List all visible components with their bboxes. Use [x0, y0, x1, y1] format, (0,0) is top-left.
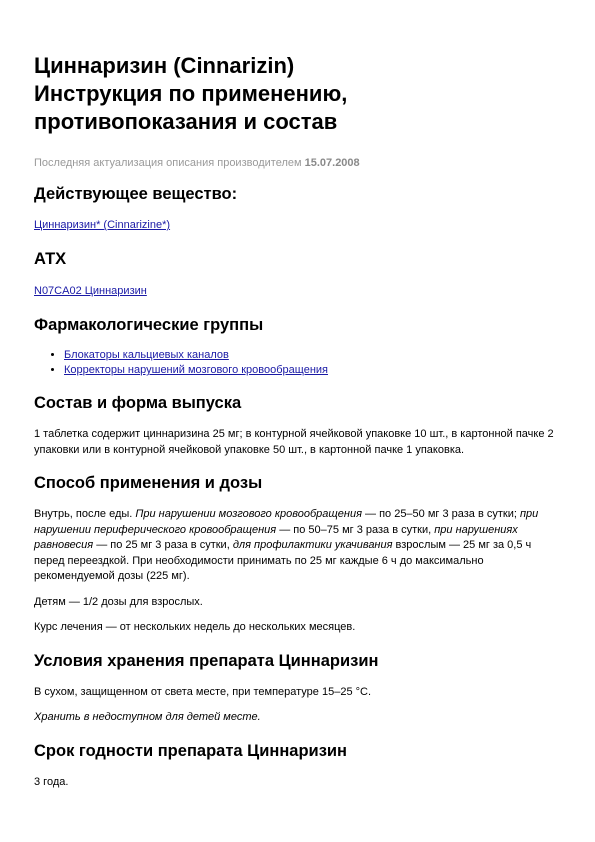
dosage-heading: Способ применения и дозы [34, 474, 263, 492]
storage-note [34, 710, 561, 726]
dosage-paragraph-1 [34, 507, 561, 585]
pharm-group-link-2[interactable]: Корректоры нарушений мозгового кровообращения [64, 364, 329, 376]
pharm-groups-list [34, 348, 561, 378]
active-substance-heading: Действующее вещество: [34, 185, 238, 203]
dosage-italic-4: для профилактики укачивания [232, 539, 393, 551]
title-line-1: Циннаризин (Cinnarizin) [34, 53, 295, 78]
composition-text: 1 таблетка содержит циннаризина 25 мг; в контурной ячейковой упаковке 10 шт., в картонной пачке 2 упаковки или в контурной ячейковой упаковке 50 шт., в картонной пачке 1 упаковка. [34, 428, 554, 456]
list-item [64, 363, 561, 378]
dosage-paragraph-2: Детям — 1/2 дозы для взрослых. [34, 595, 203, 608]
atx-heading: АТХ [34, 249, 67, 268]
dosage-text-5: взрослым — 25 мг за 0,5 ч перед переездкой. При необходимости принимать по 25 мг каждые 6 ч до максимально рекомендуемой дозы (225 мг). [34, 539, 532, 582]
shelf-life-text: 3 года. [34, 775, 69, 788]
active-substance-link[interactable]: Циннаризин* (Cinnarizine*) [34, 219, 171, 231]
update-note [34, 157, 561, 169]
storage-note-italic: Хранить в недоступном для детей месте. [34, 711, 261, 723]
title-line-2: Инструкция по применению, [34, 81, 348, 106]
page-title [34, 52, 561, 136]
pharm-groups-heading: Фармакологические группы [34, 316, 264, 334]
update-label: Последняя актуализация описания производителем [34, 157, 302, 169]
shelf-life-heading: Срок годности препарата Циннаризин [34, 741, 348, 760]
active-substance-para [34, 218, 561, 234]
dosage-text-3: — по 50–75 мг 3 раза в сутки, [276, 523, 435, 536]
dosage-text-2: — по 25–50 мг 3 раза в сутки; [361, 508, 520, 520]
dosage-text-4: — по 25 мг 3 раза в сутки, [93, 539, 233, 551]
title-line-3: противопоказания и состав [34, 109, 338, 134]
dosage-paragraph-3: Курс лечения — от нескольких недель до нескольких месяцев. [34, 621, 356, 633]
pharm-group-link-1[interactable]: Блокаторы кальциевых каналов [64, 349, 229, 361]
composition-heading: Состав и форма выпуска [34, 394, 242, 412]
storage-heading: Условия хранения препарата Циннаризин [34, 651, 379, 670]
dosage-italic-2: при нарушении периферического кровообращения [34, 508, 539, 536]
dosage-text-1: Внутрь, после еды. [34, 508, 136, 520]
atx-link[interactable]: N07CA02 Циннаризин [34, 284, 147, 297]
atx-para [34, 284, 561, 300]
storage-text: В сухом, защищенном от света месте, при температуре 15–25 °C. [34, 685, 372, 698]
list-item [64, 348, 561, 363]
dosage-italic-3: при нарушениях равновесия [34, 523, 518, 551]
update-date: 15.07.2008 [304, 157, 360, 169]
dosage-italic-1: При нарушении мозгового кровообращения [135, 508, 362, 520]
